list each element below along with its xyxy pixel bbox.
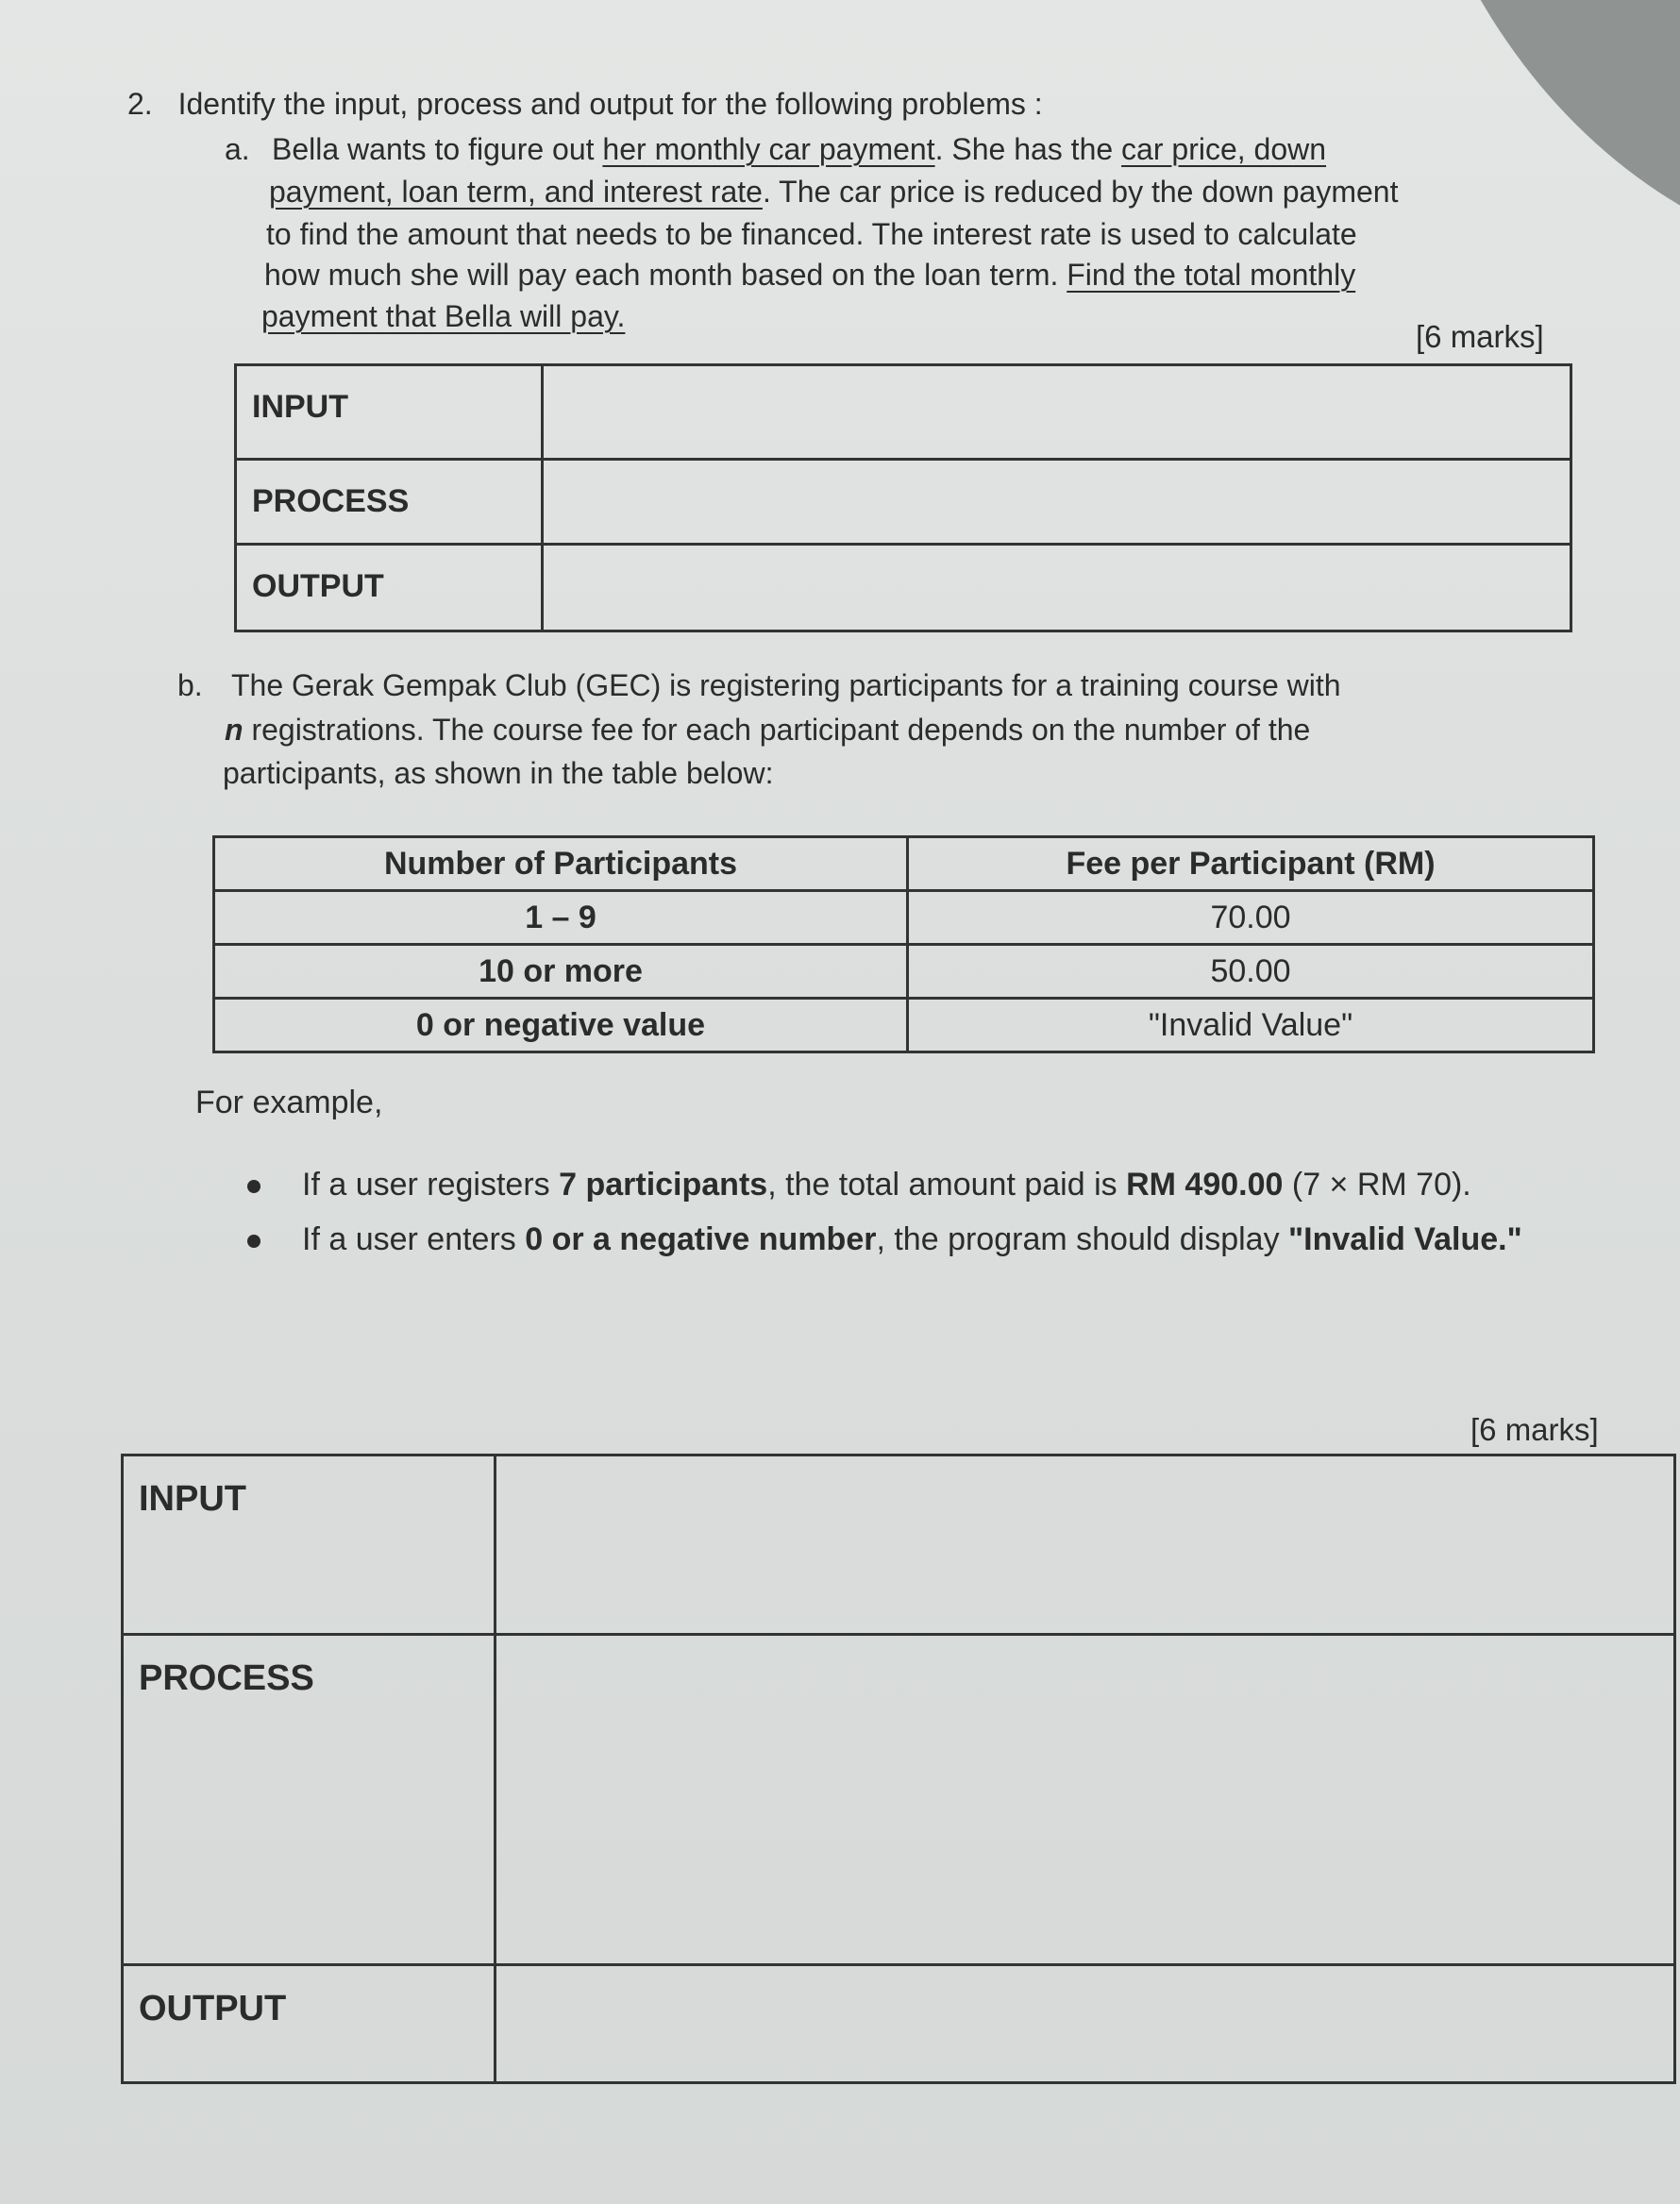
example-list xyxy=(236,1161,1623,1270)
ipo-row-process xyxy=(123,1635,1675,1965)
question-number: 2. xyxy=(127,87,153,121)
part-b-label: b. xyxy=(177,668,203,702)
example-item: If a user enters 0 or a negative number, the program should display "Invalid Value." xyxy=(236,1216,1623,1263)
ipo-answer-output[interactable] xyxy=(496,1965,1675,2083)
bullet-icon xyxy=(247,1235,260,1248)
underlined-phrase: Find the total monthly xyxy=(1067,258,1356,292)
bullet-icon xyxy=(247,1180,260,1193)
fee-table-header xyxy=(214,837,1594,891)
part-b-line-1: The Gerak Gempak Club (GEC) is registering participants for a training course with xyxy=(231,668,1341,702)
ipo-label-process: PROCESS xyxy=(236,460,543,545)
ipo-label-output: OUTPUT xyxy=(236,545,543,631)
ipo-label-output: OUTPUT xyxy=(123,1965,496,2083)
part-b-line-3: participants, as shown in the table below: xyxy=(223,756,774,790)
ipo-row-output xyxy=(236,545,1571,631)
fee-table xyxy=(212,835,1595,1053)
part-a-line-5 xyxy=(261,294,625,338)
ipo-row-process xyxy=(236,460,1571,545)
ipo-answer-input[interactable] xyxy=(543,365,1571,460)
example-item: If a user registers 7 participants, the total amount paid is RM 490.00 (7 × RM 70). xyxy=(236,1161,1623,1208)
part-a-line-4: how much she will pay each month based on the loan term. Find the total monthly xyxy=(264,258,1356,292)
example-intro: For example, xyxy=(195,1085,383,1120)
fee-cell-fee: "Invalid Value" xyxy=(908,999,1594,1052)
ipo-answer-input[interactable] xyxy=(496,1455,1675,1635)
part-a-line-1: Bella wants to figure out her monthly car payment. She has the car price, down xyxy=(272,132,1327,166)
question-prompt: Identify the input, process and output for the following problems : xyxy=(177,87,1043,121)
part-a-line-3: to find the amount that needs to be financed. The interest rate is used to calculate xyxy=(266,217,1357,251)
underlined-phrase: her monthly car payment xyxy=(602,132,935,166)
part-b-ipo-table xyxy=(121,1454,1676,2084)
fee-header-participants: Number of Participants xyxy=(214,837,908,891)
part-b-line-2: n registrations. The course fee for each participant depends on the number of the xyxy=(225,713,1311,747)
underlined-phrase: car price, down xyxy=(1121,132,1327,166)
ipo-row-input xyxy=(123,1455,1675,1635)
ipo-row-input xyxy=(236,365,1571,460)
part-b-marks: [6 marks] xyxy=(1470,1412,1599,1447)
fee-cell-fee: 70.00 xyxy=(908,891,1594,945)
fee-cell-fee: 50.00 xyxy=(908,945,1594,999)
ipo-row-output xyxy=(123,1965,1675,2083)
ipo-label-input: INPUT xyxy=(123,1455,496,1635)
fee-table-row xyxy=(214,945,1594,999)
fee-cell-participants: 0 or negative value xyxy=(214,999,908,1052)
part-a-label: a. xyxy=(225,132,250,166)
underlined-phrase: payment that Bella will pay. xyxy=(261,299,626,333)
fee-cell-participants: 10 or more xyxy=(214,945,908,999)
ipo-label-process: PROCESS xyxy=(123,1635,496,1965)
fee-table-row xyxy=(214,891,1594,945)
part-a-marks: [6 marks] xyxy=(1416,319,1544,354)
part-a-ipo-table xyxy=(234,363,1572,632)
question-heading xyxy=(127,87,1043,122)
ipo-answer-process[interactable] xyxy=(496,1635,1675,1965)
variable-n: n xyxy=(225,713,244,747)
fee-header-fee: Fee per Participant (RM) xyxy=(908,837,1594,891)
ipo-answer-process[interactable] xyxy=(543,460,1571,545)
fee-cell-participants: 1 – 9 xyxy=(214,891,908,945)
ipo-answer-output[interactable] xyxy=(543,545,1571,631)
underlined-phrase: payment, loan term, and interest rate xyxy=(269,175,763,209)
part-a-line-2: payment, loan term, and interest rate. The car price is reduced by the down payment xyxy=(269,175,1399,209)
fee-table-row xyxy=(214,999,1594,1052)
ipo-label-input: INPUT xyxy=(236,365,543,460)
